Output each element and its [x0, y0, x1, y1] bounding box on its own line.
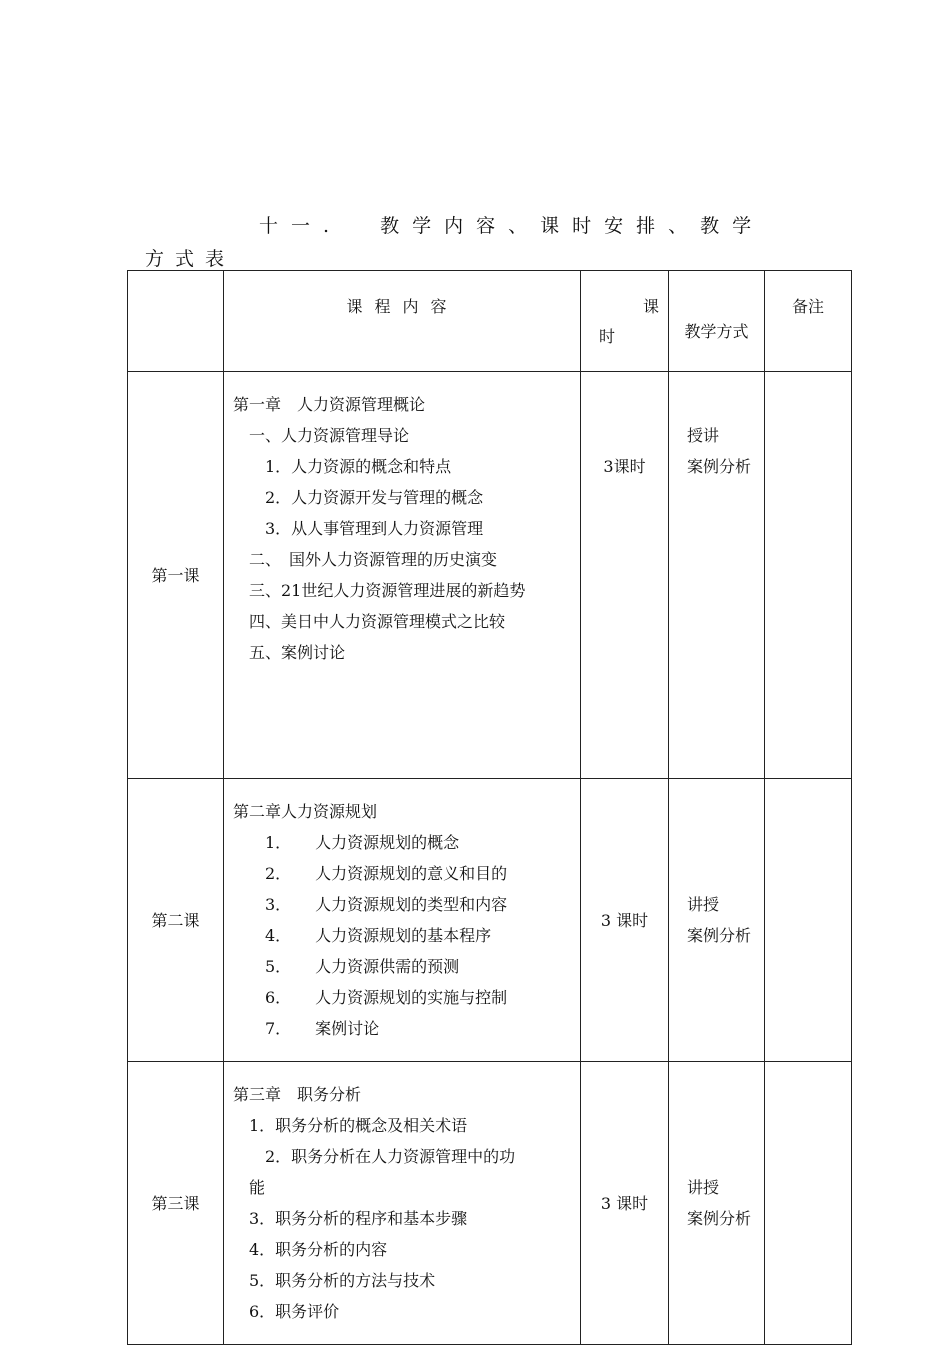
content-line: 7． 案例讨论	[233, 1019, 380, 1038]
method-line: 案例分析	[687, 457, 752, 476]
content-line: 2．职务分析在人力资源管理中的功	[233, 1147, 516, 1166]
content-line: 第二章人力资源规划	[233, 802, 378, 821]
content-line: 能	[233, 1178, 266, 1197]
content-line: 3． 人力资源规划的类型和内容	[233, 895, 508, 914]
content-line: 2．人力资源开发与管理的概念	[233, 488, 484, 507]
lesson-cell: 第一课	[128, 372, 224, 779]
method-line: 案例分析	[687, 1209, 752, 1228]
header-lesson	[128, 271, 224, 372]
note-cell	[765, 372, 852, 779]
method-line: 讲授	[687, 895, 720, 914]
content-line: 1．职务分析的概念及相关术语	[233, 1116, 468, 1135]
content-cell	[224, 372, 581, 779]
content-line: 3．从人事管理到人力资源管理	[233, 519, 484, 538]
content-line: 1． 人力资源规划的概念	[233, 833, 460, 852]
method-cell	[669, 779, 765, 1062]
header-content: 课程内容	[224, 271, 581, 372]
note-cell	[765, 779, 852, 1062]
content-line: 一、人力资源管理导论	[233, 426, 410, 445]
header-hours-part2: 时	[599, 327, 616, 346]
content-line: 四、美日中人力资源管理模式之比较	[233, 612, 506, 631]
content-line: 第一章 人力资源管理概论	[233, 395, 426, 414]
note-cell	[765, 1062, 852, 1345]
header-hours	[581, 271, 669, 372]
table-row	[128, 779, 852, 1062]
content-line: 5． 人力资源供需的预测	[233, 957, 460, 976]
content-line: 3．职务分析的程序和基本步骤	[233, 1209, 468, 1228]
method-cell	[669, 1062, 765, 1345]
method-line: 案例分析	[687, 926, 752, 945]
content-cell	[224, 779, 581, 1062]
method-line: 授讲	[687, 426, 720, 445]
document-title-line2: 方式表	[145, 248, 236, 270]
lesson-cell: 第二课	[128, 779, 224, 1062]
content-line: 4． 人力资源规划的基本程序	[233, 926, 492, 945]
hours-cell: 3 课时	[581, 779, 669, 1062]
schedule-table	[127, 270, 852, 1345]
method-line: 讲授	[687, 1178, 720, 1197]
hours-cell: 3 课时	[581, 1062, 669, 1345]
content-line: 6．职务评价	[233, 1302, 340, 1321]
header-hours-part1: 课	[642, 297, 659, 316]
content-line: 5．职务分析的方法与技术	[233, 1271, 436, 1290]
hours-cell: 3课时	[581, 372, 669, 779]
content-cell	[224, 1062, 581, 1345]
table-row	[128, 1062, 852, 1345]
content-line: 1．人力资源的概念和特点	[233, 457, 452, 476]
lesson-cell: 第三课	[128, 1062, 224, 1345]
content-line: 第三章 职务分析	[233, 1085, 362, 1104]
content-line: 6． 人力资源规划的实施与控制	[233, 988, 508, 1007]
header-method: 教学方式	[669, 271, 765, 372]
content-line: 二、 国外人力资源管理的历史演变	[233, 550, 498, 569]
table-row	[128, 372, 852, 779]
content-line: 4．职务分析的内容	[233, 1240, 388, 1259]
content-line: 五、案例讨论	[233, 643, 346, 662]
header-note: 备注	[765, 271, 852, 372]
method-cell	[669, 372, 765, 779]
table-header-row	[128, 271, 852, 372]
content-line: 三、21世纪人力资源管理进展的新趋势	[233, 581, 526, 600]
document-title-line1: 十一. 教学内容、课时安排、教学	[259, 215, 765, 237]
content-line: 2． 人力资源规划的意义和目的	[233, 864, 508, 883]
